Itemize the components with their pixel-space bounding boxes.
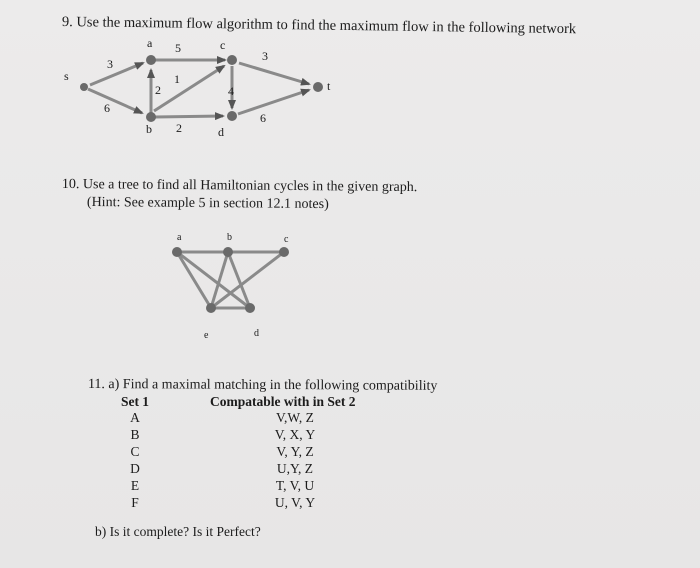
label-c2: c bbox=[284, 234, 289, 245]
edge-b-d bbox=[155, 116, 223, 117]
label-d: d bbox=[218, 125, 224, 139]
label-d2: d bbox=[254, 328, 259, 339]
edge-s-b bbox=[88, 89, 142, 113]
compatible-list: V,W, Z bbox=[276, 410, 314, 425]
question-11-part-b-text: b) Is it complete? Is it Perfect? bbox=[95, 524, 261, 539]
compatible-list: V, Y, Z bbox=[276, 444, 314, 459]
edge-a-e bbox=[177, 252, 211, 308]
compatibility-table bbox=[105, 394, 425, 514]
edge-c-t bbox=[239, 63, 309, 84]
question-10-text: 10. Use a tree to find all Hamiltonian cycles in the given graph. bbox=[61, 177, 418, 196]
weight-s-b: 6 bbox=[104, 101, 110, 115]
label-t: t bbox=[327, 79, 331, 93]
node-t bbox=[313, 82, 323, 92]
set1-item: F bbox=[131, 495, 139, 510]
question-10-line2 bbox=[87, 195, 329, 213]
label-s: s bbox=[64, 69, 69, 83]
question-10-line1 bbox=[62, 177, 417, 196]
set1-item: B bbox=[130, 427, 140, 442]
question-11-part-b bbox=[95, 524, 261, 540]
node-a bbox=[146, 55, 156, 65]
node-s bbox=[80, 83, 88, 91]
edge-s-a bbox=[90, 63, 143, 85]
set1-item: C bbox=[130, 444, 140, 459]
node-d bbox=[227, 111, 237, 121]
compatible-list: U,Y, Z bbox=[276, 461, 314, 476]
question-9-text: 9. Use the maximum flow algorithm to find the maximum flow in the following network bbox=[61, 14, 577, 38]
label-c: c bbox=[220, 38, 226, 52]
set1-item: D bbox=[130, 461, 140, 476]
weight-c-t: 3 bbox=[262, 49, 268, 63]
question-11-line1 bbox=[88, 377, 438, 395]
node-e2 bbox=[206, 303, 216, 313]
edge-d-t bbox=[238, 90, 309, 114]
node-a2 bbox=[172, 247, 182, 257]
question-10-hint: (Hint: See example 5 in section 12.1 notes) bbox=[86, 195, 329, 213]
node-d2 bbox=[245, 303, 255, 313]
set1-item: A bbox=[130, 410, 140, 425]
weight-c-d: 4 bbox=[228, 84, 234, 98]
weight-d-t: 6 bbox=[260, 111, 266, 125]
header-set1: Set 1 bbox=[120, 394, 150, 409]
node-c2 bbox=[279, 247, 289, 257]
compatible-list: U, V, Y bbox=[274, 495, 316, 510]
label-e2: e bbox=[204, 330, 209, 341]
question-11-text: 11. a) Find a maximal matching in the following compatibility bbox=[87, 377, 438, 394]
edge-b-c bbox=[154, 66, 224, 111]
header-compatible: Compatable with in Set 2 bbox=[210, 394, 356, 409]
label-a2: a bbox=[177, 232, 182, 243]
compatible-list: T, V, U bbox=[275, 478, 315, 493]
label-b: b bbox=[146, 122, 152, 136]
node-b2 bbox=[223, 247, 233, 257]
compatible-list: V, X, Y bbox=[274, 427, 316, 442]
weight-b-d: 2 bbox=[176, 121, 182, 135]
weight-b-c: 1 bbox=[174, 72, 180, 86]
node-c bbox=[227, 55, 237, 65]
label-a: a bbox=[147, 36, 153, 50]
weight-b-a: 2 bbox=[155, 83, 161, 97]
set1-item: E bbox=[130, 478, 140, 493]
label-b2: b bbox=[227, 232, 232, 243]
weight-s-a: 3 bbox=[107, 57, 113, 71]
weight-a-c: 5 bbox=[175, 41, 181, 55]
node-b bbox=[146, 112, 156, 122]
